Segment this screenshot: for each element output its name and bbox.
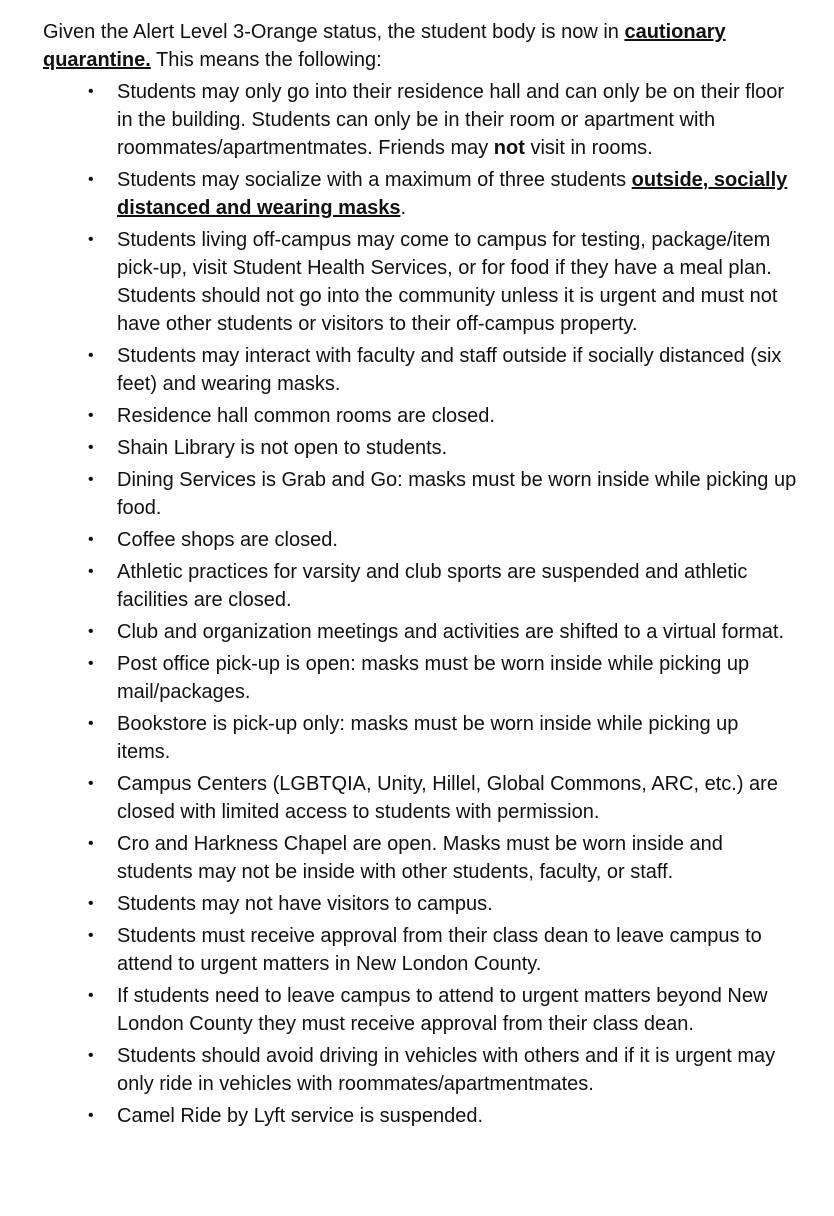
bullet-icon: • [88,1047,94,1064]
list-item [43,434,797,462]
item-text: Shain Library is not open to students. [117,437,448,459]
intro-paragraph [43,18,788,74]
bullet-icon: • [88,623,94,640]
list-item [43,166,797,222]
list-item [43,558,797,614]
item-text: Students may interact with faculty and staff outside if socially distanced (six feet) and wearing masks. [117,345,782,395]
bullet-icon: • [88,531,94,548]
list-item [43,922,797,978]
list-item [43,526,797,554]
list-item [43,890,797,918]
list-item [43,226,797,338]
item-text: Cro and Harkness Chapel are open. Masks must be worn inside and students may not be inside with other students, faculty, or staff. [117,833,723,883]
bullet-icon: • [88,439,94,456]
item-text: Coffee shops are closed. [117,529,338,551]
item-text: . [400,197,406,219]
item-text: Camel Ride by Lyft service is suspended. [117,1105,484,1127]
list-item [43,650,797,706]
list-item [43,618,797,646]
bullet-icon: • [88,171,94,188]
item-text: Campus Centers (LGBTQIA, Unity, Hillel, Global Commons, ARC, etc.) are closed with limited access to students with permission. [117,773,778,823]
bullet-icon: • [88,775,94,792]
bullet-icon: • [88,231,94,248]
item-text: Students may not have visitors to campus. [117,893,493,915]
item-text: Residence hall common rooms are closed. [117,405,495,427]
bullet-icon: • [88,987,94,1004]
list-item [43,770,797,826]
bullet-icon: • [88,835,94,852]
item-text: Students may socialize with a maximum of three students [117,169,632,191]
bullet-icon: • [88,1107,94,1124]
item-text: Students living off-campus may come to campus for testing, package/item pick-up, visit Student Health Services, or for food if they have a meal plan. Students should not go into the community unless it is urgent and must not have other students or visitors to their off-campus property. [117,229,778,335]
item-text: visit in rooms. [524,137,653,159]
bullet-icon: • [88,715,94,732]
list-item [43,78,797,162]
list-item [43,982,797,1038]
list-item [43,1102,797,1130]
bullet-icon: • [88,895,94,912]
list-item [43,710,797,766]
item-text: Post office pick-up is open: masks must be worn inside while picking up mail/packages. [117,653,750,703]
bullet-icon: • [88,407,94,424]
emphasis-text: not [493,137,525,159]
list-item [43,1042,797,1098]
list-item [43,402,797,430]
item-text: Club and organization meetings and activities are shifted to a virtual format. [117,621,785,643]
item-text: Athletic practices for varsity and club sports are suspended and athletic facilities are closed. [117,561,748,611]
bullet-icon: • [88,83,94,100]
rules-list [43,78,803,1130]
bullet-icon: • [88,563,94,580]
intro-text-before: Given the Alert Level 3-Orange status, the student body is now in [43,21,625,43]
list-item [43,342,797,398]
intro-highlight: cautionary quarantine. [43,21,726,71]
emphasis-underlined-text: outside, socially distanced and wearing masks [117,169,788,219]
item-text: Bookstore is pick-up only: masks must be worn inside while picking up items. [117,713,739,763]
item-text: Students may only go into their residence hall and can only be on their floor in the building. Students can only be in their room or apartment with roommates/apartmentmates. Friends may [117,81,785,159]
item-text: Dining Services is Grab and Go: masks must be worn inside while picking up food. [117,469,797,519]
bullet-icon: • [88,347,94,364]
list-item [43,466,797,522]
item-text: If students need to leave campus to attend to urgent matters beyond New London County they must receive approval from their class dean. [117,985,768,1035]
bullet-icon: • [88,655,94,672]
intro-text-after: This means the following: [150,49,382,71]
item-text: Students should avoid driving in vehicles with others and if it is urgent may only ride in vehicles with roommates/apartmentmates. [117,1045,776,1095]
list-item [43,830,797,886]
item-text: Students must receive approval from their class dean to leave campus to attend to urgent matters in New London County. [117,925,762,975]
bullet-icon: • [88,927,94,944]
bullet-icon: • [88,471,94,488]
